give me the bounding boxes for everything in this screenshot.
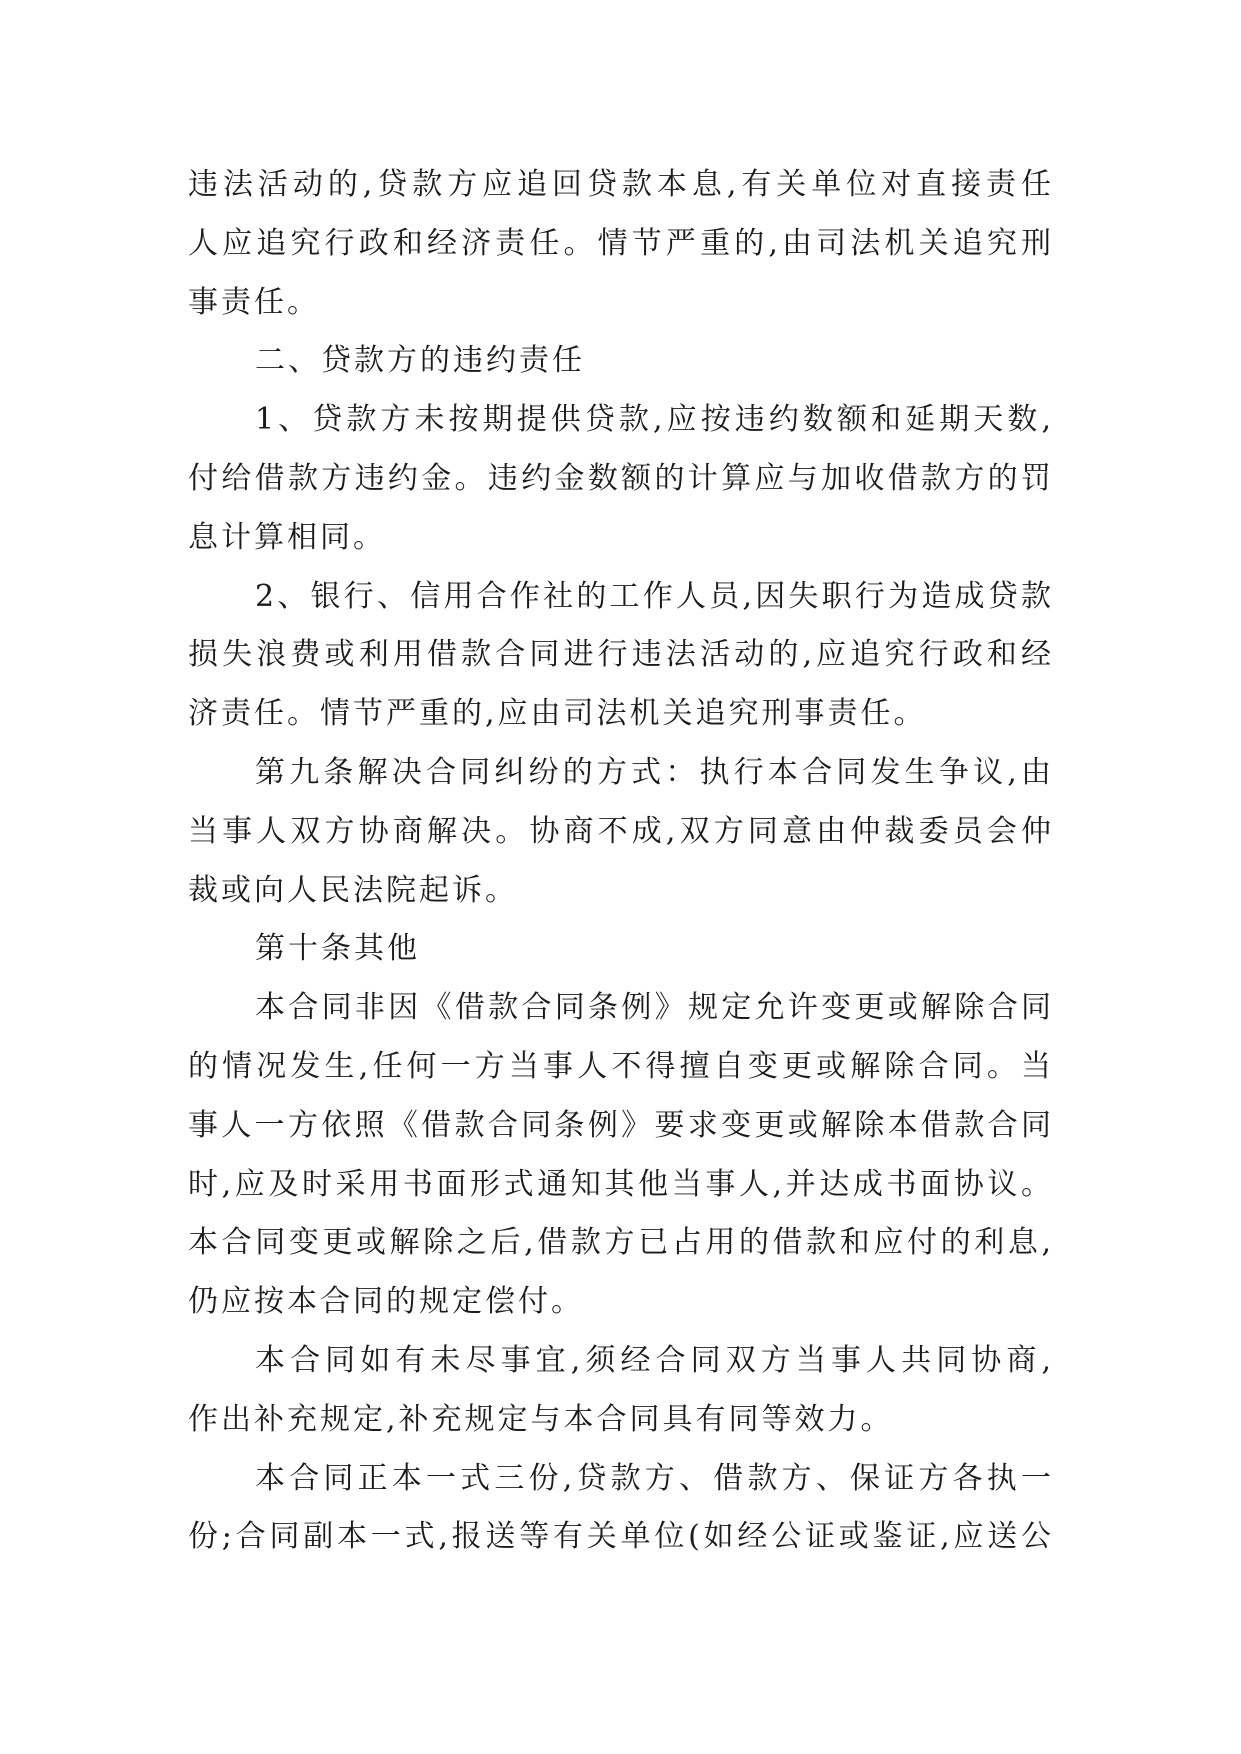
text-line: 本合同变更或解除之后,借款方已占用的借款和应付的利息, <box>188 1225 1054 1261</box>
paragraph <box>188 744 1054 920</box>
text-line: 2、银行、信用合作社的工作人员,因失职行为造成贷款 <box>255 578 1054 614</box>
text-line: 裁或向人民法院起诉。 <box>188 872 518 908</box>
paragraph <box>188 156 1054 332</box>
text-line: 第九条解决合同纠纷的方式：执行本合同发生争议,由 <box>255 754 1054 790</box>
text-line: 份;合同副本一式,报送等有关单位(如经公证或鉴证,应送公 <box>188 1519 1054 1555</box>
paragraph <box>188 1450 1054 1568</box>
text-line: 息计算相同。 <box>188 519 386 555</box>
text-line: 的情况发生,任何一方当事人不得擅自变更或解除合同。当 <box>188 1048 1054 1084</box>
text-line: 事责任。 <box>188 284 320 320</box>
text-line: 事人一方依照《借款合同条例》要求变更或解除本借款合同 <box>188 1107 1054 1143</box>
text-line: 当事人双方协商解决。协商不成,双方同意由仲裁委员会仲 <box>188 813 1054 849</box>
text-line: 付给借款方违约金。违约金数额的计算应与加收借款方的罚 <box>188 460 1054 496</box>
text-line: 作出补充规定,补充规定与本合同具有同等效力。 <box>188 1401 894 1437</box>
paragraph <box>188 1332 1054 1450</box>
text-line: 时,应及时采用书面形式通知其他当事人,并达成书面协议。 <box>188 1166 1054 1202</box>
text-line: 损失浪费或利用借款合同进行违法活动的,应追究行政和经 <box>188 637 1054 673</box>
section-heading <box>188 332 1054 391</box>
section-heading <box>188 920 1054 979</box>
text-line: 本合同正本一式三份,贷款方、借款方、保证方各执一 <box>255 1460 1054 1496</box>
document-body <box>188 156 1054 1567</box>
paragraph <box>188 979 1054 1332</box>
text-line: 人应追究行政和经济责任。情节严重的,由司法机关追究刑 <box>188 225 1054 261</box>
text-line: 第十条其他 <box>255 931 420 967</box>
paragraph <box>188 391 1054 567</box>
text-line: 违法活动的,贷款方应追回贷款本息,有关单位对直接责任 <box>188 167 1054 202</box>
text-line: 本合同非因《借款合同条例》规定允许变更或解除合同 <box>255 990 1054 1026</box>
text-line: 二、贷款方的违约责任 <box>255 343 585 379</box>
text-line: 济责任。情节严重的,应由司法机关追究刑事责任。 <box>188 696 927 732</box>
text-line: 仍应按本合同的规定偿付。 <box>188 1284 584 1320</box>
text-line: 1、贷款方未按期提供贷款,应按违约数额和延期天数, <box>255 402 1054 438</box>
paragraph <box>188 568 1054 744</box>
text-line: 本合同如有未尽事宜,须经合同双方当事人共同协商, <box>255 1342 1054 1378</box>
